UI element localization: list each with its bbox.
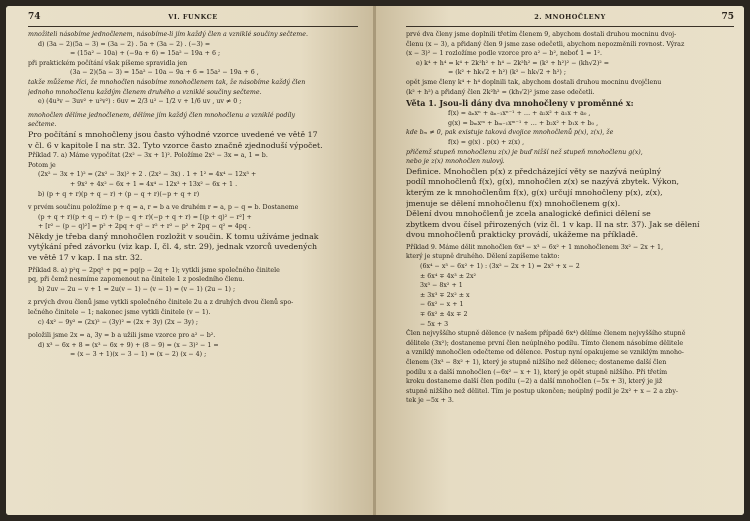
text-line: zbytkem dvou čísel přirozených (viz čl. 1 v kap. II na str. 37). Jak se dělení xyxy=(406,219,700,229)
text-line: ∓ 6x² ± 4x ∓ 2 xyxy=(420,311,468,319)
text-line: ve větě 17 v kap. I na str. 32. xyxy=(28,253,143,263)
text-line: Příklad 7. a) Máme vypočítat (2x² − 3x + 1)². Položíme 2x² − 3x = a, 1 = b. xyxy=(28,152,268,160)
text-line: ± 6x⁴ ∓ 4x³ ± 2x² xyxy=(420,272,477,280)
text-line: položili jsme 2x = a, 3y = b a užili jsme vzorce pro a² − b². xyxy=(28,332,216,340)
text-line: dělitele (3x²); dostaneme první člen neúplného podílu. Tímto členem násobíme dělitele xyxy=(406,339,684,347)
text-line: ± 3x³ ∓ 2x² ± x xyxy=(420,291,470,299)
text-line: Věta 1. Jsou-li dány dva mnohočleny v proměnné x: xyxy=(406,98,634,109)
text-line: dvou mnohočlenů prakticky provádí, ukážeme na příkladě. xyxy=(406,230,638,240)
text-line: nebo je z(x) mnohočlen nulový. xyxy=(406,158,505,166)
text-line: přičemž stupeň mnohočlenu z(x) je buď nižší než stupeň mnohočlenu g(x), xyxy=(406,148,643,156)
text-line: (2x² − 3x + 1)² = (2x² − 3x)² + 2 . (2x² − 3x) . 1 + 1² = 4x⁴ − 12x³ + xyxy=(38,171,257,179)
text-line: podílu x a další mnohočlen (−6x² − x + 1), který je opět stupně nižšího. Při třetím xyxy=(406,368,668,376)
text-line: f(x) = g(x) . p(x) + z(x) , xyxy=(448,138,525,146)
text-line: (p + q + r)(p + q − r) + (p − q + r)(−p + q + r) = [(p + q)² − r²] + xyxy=(38,213,252,221)
text-line: + 9x² + 4x² − 6x + 1 = 4x⁴ − 12x³ + 13x² − 6x + 1 . xyxy=(70,180,238,188)
text-line: při praktickém počítání však píšeme spravidla jen xyxy=(28,59,188,67)
text-line: Člen nejvyššího stupně dělence (v našem případě 6x⁴) dělíme členem nejvyššího stupně xyxy=(406,330,686,338)
right-running-head xyxy=(406,12,734,27)
text-line: opět jsme členy k⁴ + h⁴ doplnili tak, abychom dostali druhou mocninu dvojčlenu xyxy=(406,78,662,86)
text-line: Potom je xyxy=(28,161,56,169)
text-line: Pro počítání s mnohočleny jsou často výhodné vzorce uvedené ve větě 17 xyxy=(28,129,318,139)
text-line: množiteli násobíme jednočlenem, násobíme-li jím každý člen a vzniklé součiny sečteme. xyxy=(28,31,308,38)
right-page-text xyxy=(406,30,734,513)
text-line: d) x³ − 6x + 8 = (x³ − 6x + 9) + (8 − 9) = (x − 3)² − 1 = xyxy=(38,341,219,349)
text-line: podíl mnohočlenů f(x), g(x), mnohočlen z(x) se nazývá zbytek. Výkon, xyxy=(406,177,679,187)
text-line: Dělení dvou mnohočlenů je zcela analogické definici dělení se xyxy=(406,209,651,219)
text-line: prvé dva členy jsme doplnili třetím členem 9, abychom dostali druhou mocninu dvoj- xyxy=(406,31,677,38)
text-line: kde bₘ ≠ 0, pak existuje taková dvojice mnohočlenů p(x), z(x), že xyxy=(406,129,614,137)
text-line: členu (x − 3), a přidaný člen 9 jsme zase odečetli, abychom nepozměnili rovnost. Výraz xyxy=(406,40,685,48)
text-line: jmenuje se dělení mnohočlenu f(x) mnohočlenem g(x). xyxy=(406,198,621,208)
text-line: v čl. 6 v kapitole I na str. 32. Tyto vzorce často značně zjednoduší výpočet. xyxy=(28,140,323,150)
text-line: z prvých dvou členů jsme vytkli společného činitele 2u a z druhých dvou členů spo- xyxy=(28,299,294,307)
text-line: Definice. Mnohočlen p(x) z předcházející věty se nazývá neúplný xyxy=(406,166,662,176)
left-page-text xyxy=(28,30,358,513)
text-line: = (x − 3 + 1)(x − 3 − 1) = (x − 2) (x − 4) ; xyxy=(70,351,207,359)
text-line: − 6x² − x + 1 xyxy=(420,301,464,309)
text-line: + [r² − (p − q)²] = p² + 2pq + q² − r² + r² − p² + 2pq − q² = 4pq . xyxy=(38,223,251,231)
text-line: stupně nižšího než dělitel. Tím je postup ukončen; neúplný podíl je 2x² + x − 2 a zby- xyxy=(406,387,679,395)
text-line: Někdy je třeba daný mnohočlen rozložit v součin. K tomu užíváme jednak xyxy=(28,231,319,241)
left-chapter-title: VI. FUNKCE xyxy=(168,13,218,21)
right-page-number: 75 xyxy=(721,12,734,22)
text-line: f(x) = aₙxⁿ + aₙ₋₁xⁿ⁻¹ + … + a₂x² + a₁x + a₀ , xyxy=(448,110,591,118)
text-line: takže můžeme říci, že mnohočlen násobíme mnohočlenem tak, že násobíme každý člen xyxy=(28,78,306,86)
text-line: = (k² + hk√2 + h²) (k² − hk√2 + h²) ; xyxy=(448,69,566,77)
text-line: který je stupně druhého. Dělení zapíšeme takto: xyxy=(406,253,560,261)
text-line: Příklad 9. Máme dělit mnohočlen 6x⁴ − x³ − 6x² + 1 mnohočlenem 3x² − 2x + 1, xyxy=(406,243,664,251)
text-line: 3x³ − 8x² + 1 xyxy=(420,282,463,290)
text-line: = (15a² − 10a) + (−9a + 6) = 15a² − 19a + 6 ; xyxy=(70,50,221,58)
text-line: kterým ze k mnohočlenům f(x), g(x) určují mnohočleny p(x), z(x), xyxy=(406,187,663,197)
left-page xyxy=(6,6,374,515)
text-line: lečného činitele − 1; nakonec jsme vytkli činitele (v − 1). xyxy=(28,309,211,317)
text-line: mnohočlen dělíme jednočlenem, dělíme jím každý člen mnohočlenu a vzniklé podíly xyxy=(28,111,296,119)
text-line: (x − 3)² − 1 rozložíme podle vzorce pro a² − b², neboť 1 = 1². xyxy=(406,50,602,58)
text-line: b) 2uv − 2u − v + 1 = 2u(v − 1) − (v − 1) = (v − 1) (2u − 1) ; xyxy=(38,285,236,293)
text-line: kroku dostaneme další člen podílu (−2) a další mnohočlen (−5x + 3), který je již xyxy=(406,378,663,386)
text-line: e) (4u³v − 3uv² + u²v²) : 6uv = 2/3 u² − 1/2 v + 1/6 uv , uv ≠ 0 ; xyxy=(38,98,242,106)
text-line: c) 4x² − 9y² = (2x)² − (3y)² = (2x + 3y) (2x − 3y) ; xyxy=(38,318,199,326)
text-line: b) (p + q + r)(p + q − r) + (p − q + r)(−p + q + r) xyxy=(38,190,200,198)
text-line: a vzniklý mnohočlen odečteme od dělence. Postup nyní opakujeme se vzniklým mnoho- xyxy=(406,349,684,357)
text-line: g(x) = bₘxᵐ + bₘ₋₁xᵐ⁻¹ + … + b₂x² + b₁x + b₀ , xyxy=(448,119,599,127)
text-line: sečteme. xyxy=(28,121,57,129)
text-line: (3a − 2)(5a − 3) = 15a² − 10a − 9a + 6 = 15a² − 19a + 6 , xyxy=(70,69,259,77)
text-line: pq, při čemž nesmíme zapomenout na činitele 1 z posledního členu. xyxy=(28,276,245,284)
text-line: jednoho mnohočlenu každým členem druhého a vzniklé součiny sečteme. xyxy=(28,88,262,96)
right-page xyxy=(376,6,744,515)
text-line: tek je −5x + 3. xyxy=(406,397,454,405)
text-line: členem (3x³ − 8x² + 1), který je stupně nižšího než dělenec; dostaneme další člen xyxy=(406,359,667,366)
right-section-title: 2. MNOHOČLENY xyxy=(534,13,606,21)
text-line: e) k⁴ + h⁴ = k⁴ + 2k²h² + h⁴ − 2k²h² = (k² + h²)² − (kh√2)² = xyxy=(416,59,610,67)
left-page-number: 74 xyxy=(28,12,41,22)
text-line: Příklad 8. a) p²q − 2pq² + pq = pq(p − 2q + 1); vytkli jsme společného činitele xyxy=(28,266,280,274)
text-line: (6x⁴ − x³ − 6x² + 1) : (3x² − 2x + 1) = 2x² + x − 2 xyxy=(420,263,580,271)
text-line: v prvém součinu položíme p + q = a, r = b a ve druhém r = a, p − q = b. Dostaneme xyxy=(28,204,299,212)
book-spread xyxy=(6,6,744,515)
left-running-head xyxy=(28,12,358,27)
text-line: d) (3a − 2)(5a − 3) = (3a − 2) . 5a + (3a − 2) . (−3) = xyxy=(38,40,211,48)
text-line: vytýkání před závorku (viz kap. I, čl. 4, str. 29), jednak vzorců uvedených xyxy=(28,242,317,252)
text-line: (k² + h²) a přidaný člen 2k²h² = (kh√2)² jsme zase odečetli. xyxy=(406,88,595,96)
text-line: − 5x + 3 xyxy=(420,320,449,328)
